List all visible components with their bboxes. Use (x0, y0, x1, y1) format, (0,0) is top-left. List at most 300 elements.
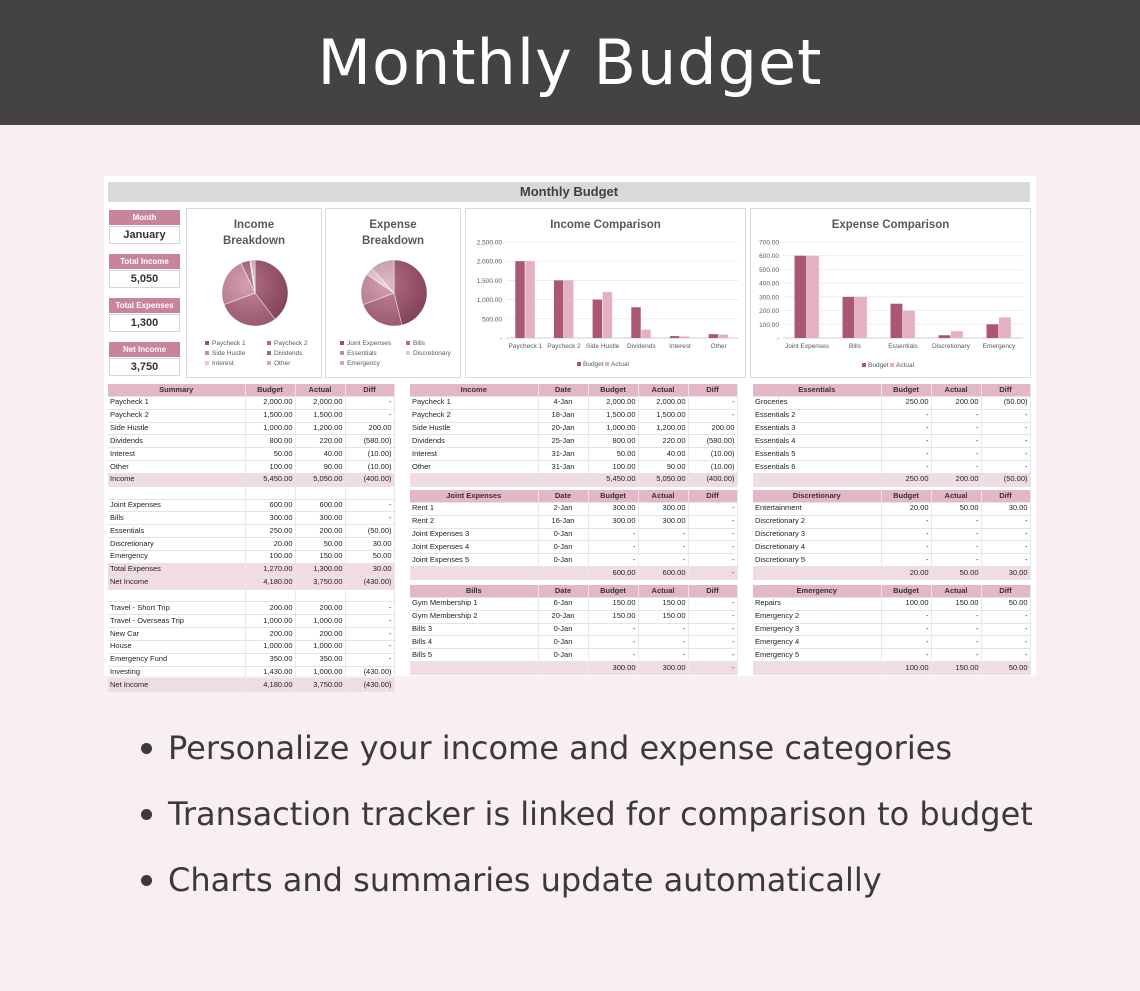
summary-cell[interactable]: Other (108, 461, 245, 474)
discretionary-cell[interactable]: Discretionary 3 (753, 528, 881, 541)
summary-cell[interactable]: 1,430.00 (245, 666, 295, 679)
kpi-total-expenses-label: Total Expenses (109, 298, 180, 313)
summary-cell[interactable]: 1,000.00 (245, 422, 295, 435)
emergency-total-cell: 100.00 (881, 662, 931, 675)
essentials-cell[interactable]: Essentials 5 (753, 448, 881, 461)
income-cell[interactable]: 100.00 (588, 461, 638, 474)
bills-cell[interactable]: Bills 4 (410, 636, 538, 649)
summary-cell[interactable]: Interest (108, 448, 245, 461)
income-cell[interactable]: 31-Jan (538, 448, 588, 461)
joint-cell[interactable]: 300.00 (588, 515, 638, 528)
summary-cell[interactable] (245, 486, 295, 499)
bills-cell[interactable]: Bills 5 (410, 649, 538, 662)
income-cell[interactable]: 25-Jan (538, 435, 588, 448)
bills-cell[interactable]: Gym Membership 2 (410, 610, 538, 623)
joint-cell[interactable]: - (688, 554, 737, 567)
summary-cell[interactable]: 4,180.00 (245, 679, 295, 692)
discretionary-cell[interactable]: - (981, 528, 1030, 541)
emergency-cell[interactable]: - (881, 636, 931, 649)
joint-cell[interactable]: Joint Expenses 5 (410, 554, 538, 567)
summary-cell[interactable]: Income (108, 473, 245, 486)
emergency-cell[interactable]: - (931, 610, 981, 623)
summary-cell[interactable]: Discretionary (108, 538, 245, 551)
essentials-cell[interactable]: - (881, 461, 931, 474)
expense-bar-bar-actual-essentials (903, 311, 915, 338)
essentials-cell[interactable]: Essentials 4 (753, 435, 881, 448)
kpi-month-value[interactable]: January (109, 226, 180, 244)
summary-cell[interactable]: 350.00 (295, 653, 345, 666)
essentials-cell[interactable]: Essentials 6 (753, 461, 881, 474)
summary-cell[interactable]: 200.00 (295, 602, 345, 615)
summary-cell[interactable]: - (345, 396, 394, 409)
summary-cell[interactable]: 300.00 (245, 512, 295, 525)
emergency-table (753, 585, 1031, 675)
summary-cell[interactable]: Joint Expenses (108, 499, 245, 512)
bills-cell[interactable]: - (688, 610, 737, 623)
summary-cell[interactable]: 1,500.00 (245, 409, 295, 422)
summary-cell[interactable]: (580.00) (345, 435, 394, 448)
summary-cell[interactable]: (400.00) (345, 473, 394, 486)
income-bar-bar-budget-dividends (631, 307, 640, 338)
legend-other: Other (267, 360, 329, 367)
essentials-row (753, 461, 1030, 474)
expense-bar-ytick-label: 700.00 (759, 239, 779, 247)
bills-cell[interactable]: - (688, 597, 737, 610)
summary-cell[interactable]: 50.00 (345, 550, 394, 563)
discretionary-total-cell: 30.00 (981, 567, 1030, 580)
summary-row (108, 422, 394, 435)
summary-cell[interactable]: 250.00 (245, 525, 295, 538)
income-bar-bar-budget-paycheck-2 (554, 280, 563, 338)
summary-row (108, 615, 394, 628)
joint-cell[interactable]: 0-Jan (538, 541, 588, 554)
discretionary-cell[interactable]: Entertainment (753, 502, 881, 515)
summary-cell[interactable]: House (108, 640, 245, 653)
emergency-cell[interactable]: - (931, 649, 981, 662)
summary-cell[interactable]: Net Income (108, 576, 245, 589)
summary-cell[interactable]: 100.00 (245, 550, 295, 563)
discretionary-cell[interactable]: - (881, 554, 931, 567)
joint-cell[interactable]: 300.00 (588, 502, 638, 515)
bills-cell[interactable]: 0-Jan (538, 623, 588, 636)
summary-cell[interactable]: 30.00 (345, 563, 394, 576)
discretionary-cell[interactable]: - (931, 528, 981, 541)
joint-cell[interactable]: - (638, 554, 688, 567)
summary-cell[interactable]: (10.00) (345, 461, 394, 474)
income-header-cell: Date (538, 384, 588, 396)
summary-cell[interactable]: (10.00) (345, 448, 394, 461)
summary-cell[interactable]: - (345, 615, 394, 628)
income-cell[interactable]: (10.00) (688, 461, 737, 474)
joint-cell[interactable]: - (688, 528, 737, 541)
summary-cell[interactable]: Travel - Overseas Trip (108, 615, 245, 628)
summary-cell[interactable]: Total Expenses (108, 563, 245, 576)
summary-header-cell: Actual (295, 384, 345, 396)
discretionary-total-row (753, 567, 1030, 580)
income-bar-ytick-label: 2,500.00 (476, 239, 502, 247)
bills-header-cell: Date (538, 585, 588, 597)
income-cell[interactable]: 2,000.00 (588, 396, 638, 409)
summary-cell[interactable]: 30.00 (345, 538, 394, 551)
summary-cell[interactable]: 5,050.00 (295, 473, 345, 486)
summary-cell[interactable] (108, 589, 245, 602)
bills-cell[interactable]: - (688, 623, 737, 636)
discretionary-cell[interactable]: - (881, 528, 931, 541)
summary-cell[interactable]: 3,750.00 (295, 576, 345, 589)
income-cell[interactable]: (10.00) (688, 448, 737, 461)
summary-row (108, 628, 394, 641)
summary-cell[interactable]: Net Income (108, 679, 245, 692)
income-bar-category-label: Interest (669, 343, 691, 350)
joint-cell[interactable]: 0-Jan (538, 528, 588, 541)
expense-bar-ytick-label: 200.00 (759, 308, 779, 316)
emergency-row (753, 597, 1030, 610)
summary-cell[interactable]: 220.00 (295, 435, 345, 448)
expense-bar-bar-budget-bills (843, 297, 855, 338)
income-bar-bar-budget-side-hustle (593, 300, 602, 338)
income-bar-category-label: Dividends (627, 343, 656, 350)
bills-cell[interactable]: 150.00 (588, 610, 638, 623)
summary-cell[interactable] (345, 486, 394, 499)
emergency-cell[interactable]: - (931, 636, 981, 649)
bills-cell[interactable]: 150.00 (638, 597, 688, 610)
summary-cell[interactable]: (50.00) (345, 525, 394, 538)
essentials-cell[interactable]: - (981, 461, 1030, 474)
emergency-cell[interactable]: - (931, 623, 981, 636)
expense-bar-ytick-label: - (776, 335, 779, 343)
summary-cell[interactable]: 1,300.00 (295, 563, 345, 576)
summary-cell[interactable]: 40.00 (295, 448, 345, 461)
income-total-row (410, 473, 737, 486)
summary-cell[interactable]: 350.00 (245, 653, 295, 666)
summary-cell[interactable]: - (345, 409, 394, 422)
summary-cell[interactable] (295, 486, 345, 499)
income-bar-legend-swatch (577, 362, 581, 366)
legend-discretionary: Discretionary (406, 350, 468, 357)
expense-comparison-panel (750, 208, 1031, 378)
summary-cell[interactable]: - (345, 640, 394, 653)
essentials-row (753, 409, 1030, 422)
joint-cell[interactable]: - (638, 528, 688, 541)
bills-cell[interactable]: Bills 3 (410, 623, 538, 636)
discretionary-cell[interactable]: Discretionary 5 (753, 554, 881, 567)
discretionary-cell[interactable]: - (931, 541, 981, 554)
summary-row (108, 448, 394, 461)
income-cell[interactable]: Other (410, 461, 538, 474)
income-cell[interactable]: 1,200.00 (638, 422, 688, 435)
income-cell[interactable]: 4-Jan (538, 396, 588, 409)
summary-cell[interactable]: - (345, 653, 394, 666)
summary-cell[interactable]: Essentials (108, 525, 245, 538)
essentials-total-cell: 250.00 (881, 473, 931, 486)
bills-cell[interactable]: - (638, 636, 688, 649)
summary-cell[interactable]: New Car (108, 628, 245, 641)
discretionary-cell[interactable]: - (881, 515, 931, 528)
summary-cell[interactable]: - (345, 512, 394, 525)
joint-cell[interactable]: Rent 2 (410, 515, 538, 528)
income-cell[interactable]: - (688, 409, 737, 422)
joint-cell[interactable]: - (688, 541, 737, 554)
emergency-cell[interactable]: - (881, 610, 931, 623)
joint-row (410, 502, 737, 515)
income-cell[interactable]: 220.00 (638, 435, 688, 448)
bills-cell[interactable]: 0-Jan (538, 636, 588, 649)
summary-cell[interactable]: - (345, 602, 394, 615)
discretionary-cell[interactable]: - (981, 541, 1030, 554)
summary-cell[interactable]: 150.00 (295, 550, 345, 563)
income-cell[interactable]: - (688, 396, 737, 409)
summary-cell[interactable]: 100.00 (245, 461, 295, 474)
kpi-total-expenses-value: 1,300 (109, 314, 180, 332)
discretionary-cell[interactable]: 30.00 (981, 502, 1030, 515)
essentials-cell[interactable]: - (981, 435, 1030, 448)
essentials-row (753, 448, 1030, 461)
bills-cell[interactable]: 150.00 (588, 597, 638, 610)
summary-cell[interactable]: 1,000.00 (295, 666, 345, 679)
expense-bar-category-label: Bills (849, 343, 861, 350)
discretionary-cell[interactable]: - (881, 541, 931, 554)
income-cell[interactable]: 50.00 (588, 448, 638, 461)
income-cell[interactable]: 40.00 (638, 448, 688, 461)
summary-cell[interactable]: (430.00) (345, 576, 394, 589)
emergency-cell[interactable]: - (981, 610, 1030, 623)
emergency-cell[interactable]: Emergency 5 (753, 649, 881, 662)
summary-cell[interactable] (108, 486, 245, 499)
bills-cell[interactable]: - (588, 636, 638, 649)
income-pie-chart (215, 253, 295, 333)
bills-cell[interactable]: - (588, 623, 638, 636)
bills-cell[interactable]: - (638, 649, 688, 662)
emergency-cell[interactable]: Emergency 2 (753, 610, 881, 623)
bills-cell[interactable]: - (688, 636, 737, 649)
emergency-cell[interactable]: - (881, 623, 931, 636)
expense-pie-shading (361, 260, 427, 326)
summary-cell[interactable]: 200.00 (295, 525, 345, 538)
income-cell[interactable]: 1,500.00 (638, 409, 688, 422)
essentials-total-row (753, 473, 1030, 486)
income-row (410, 461, 737, 474)
emergency-cell[interactable]: Repairs (753, 597, 881, 610)
expense-bar-bar-budget-essentials (891, 304, 903, 338)
joint-cell[interactable]: 300.00 (638, 502, 688, 515)
summary-cell[interactable]: 200.00 (245, 628, 295, 641)
summary-cell[interactable]: 300.00 (295, 512, 345, 525)
essentials-cell[interactable]: - (931, 422, 981, 435)
joint-cell[interactable]: Joint Expenses 4 (410, 541, 538, 554)
summary-cell[interactable]: 1,200.00 (295, 422, 345, 435)
summary-cell[interactable]: 1,000.00 (295, 615, 345, 628)
essentials-row (753, 422, 1030, 435)
essentials-cell[interactable]: - (931, 409, 981, 422)
income-cell[interactable]: Paycheck 2 (410, 409, 538, 422)
legend-side-hustle: Side Hustle (205, 350, 267, 357)
income-cell[interactable]: 800.00 (588, 435, 638, 448)
joint-total-cell: 600.00 (638, 567, 688, 580)
bills-cell[interactable]: 0-Jan (538, 649, 588, 662)
essentials-header-cell: Essentials (753, 384, 881, 396)
summary-cell[interactable]: 4,180.00 (245, 576, 295, 589)
joint-cell[interactable]: Rent 1 (410, 502, 538, 515)
income-cell[interactable]: 18-Jan (538, 409, 588, 422)
joint-cell[interactable]: 2-Jan (538, 502, 588, 515)
summary-cell[interactable]: Dividends (108, 435, 245, 448)
summary-cell[interactable]: (430.00) (345, 679, 394, 692)
summary-cell[interactable]: 800.00 (245, 435, 295, 448)
expense-bar-bar-actual-bills (855, 297, 867, 338)
income-cell[interactable]: Paycheck 1 (410, 396, 538, 409)
income-row (410, 409, 737, 422)
summary-cell[interactable]: 1,000.00 (245, 615, 295, 628)
joint-cell[interactable]: - (688, 502, 737, 515)
essentials-cell[interactable]: (50.00) (981, 396, 1030, 409)
expense-bar-bar-actual-joint-expenses (807, 256, 819, 338)
expense-bar-category-label: Essentials (888, 343, 918, 350)
summary-cell[interactable]: Travel - Short Trip (108, 602, 245, 615)
discretionary-cell[interactable]: - (981, 554, 1030, 567)
summary-cell[interactable]: 1,270.00 (245, 563, 295, 576)
bills-cell[interactable]: - (588, 649, 638, 662)
income-cell[interactable]: 20-Jan (538, 422, 588, 435)
essentials-cell[interactable]: - (881, 409, 931, 422)
discretionary-cell[interactable]: 20.00 (881, 502, 931, 515)
summary-cell[interactable]: 200.00 (295, 628, 345, 641)
joint-cell[interactable]: 0-Jan (538, 554, 588, 567)
essentials-cell[interactable]: Groceries (753, 396, 881, 409)
summary-row (108, 550, 394, 563)
summary-cell[interactable]: 600.00 (295, 499, 345, 512)
summary-cell[interactable] (345, 589, 394, 602)
sheet-title: Monthly Budget (108, 182, 1030, 202)
discretionary-cell[interactable]: Discretionary 2 (753, 515, 881, 528)
joint-cell[interactable]: 16-Jan (538, 515, 588, 528)
summary-cell[interactable]: - (345, 628, 394, 641)
summary-cell[interactable]: 90.00 (295, 461, 345, 474)
essentials-row (753, 435, 1030, 448)
income-cell[interactable]: 90.00 (638, 461, 688, 474)
income-cell[interactable]: Dividends (410, 435, 538, 448)
income-cell[interactable]: 1,000.00 (588, 422, 638, 435)
income-bar-category-label: Other (710, 343, 727, 350)
summary-cell[interactable]: 200.00 (345, 422, 394, 435)
emergency-cell[interactable]: Emergency 4 (753, 636, 881, 649)
summary-cell[interactable]: 2,000.00 (245, 396, 295, 409)
summary-cell[interactable]: Side Hustle (108, 422, 245, 435)
joint-cell[interactable]: - (638, 541, 688, 554)
emergency-cell[interactable]: - (981, 636, 1030, 649)
emergency-cell[interactable]: Emergency 3 (753, 623, 881, 636)
expense-pie-legend (340, 340, 468, 367)
essentials-cell[interactable]: - (881, 435, 931, 448)
essentials-cell[interactable]: - (981, 409, 1030, 422)
summary-cell[interactable]: 20.00 (245, 538, 295, 551)
summary-cell[interactable]: 50.00 (295, 538, 345, 551)
summary-cell[interactable]: - (345, 499, 394, 512)
income-cell[interactable]: 1,500.00 (588, 409, 638, 422)
income-cell[interactable]: 200.00 (688, 422, 737, 435)
income-header-cell: Actual (638, 384, 688, 396)
summary-cell[interactable]: 5,450.00 (245, 473, 295, 486)
bills-cell[interactable]: 150.00 (638, 610, 688, 623)
emergency-cell[interactable]: 150.00 (931, 597, 981, 610)
income-cell[interactable]: Side Hustle (410, 422, 538, 435)
summary-cell[interactable]: (430.00) (345, 666, 394, 679)
joint-cell[interactable]: Joint Expenses 3 (410, 528, 538, 541)
summary-cell[interactable]: 200.00 (245, 602, 295, 615)
summary-cell[interactable]: Emergency (108, 550, 245, 563)
emergency-total-cell (753, 662, 881, 675)
expense-bar-bar-budget-joint-expenses (795, 256, 807, 338)
discretionary-cell[interactable]: - (931, 515, 981, 528)
emergency-cell[interactable]: - (981, 649, 1030, 662)
summary-cell[interactable]: 3,750.00 (295, 679, 345, 692)
discretionary-cell[interactable]: Discretionary 4 (753, 541, 881, 554)
summary-cell[interactable]: 2,000.00 (295, 396, 345, 409)
summary-cell[interactable]: 600.00 (245, 499, 295, 512)
joint-cell[interactable]: - (688, 515, 737, 528)
essentials-cell[interactable]: - (931, 448, 981, 461)
emergency-cell[interactable]: 50.00 (981, 597, 1030, 610)
summary-cell[interactable]: Paycheck 2 (108, 409, 245, 422)
income-cell[interactable]: Interest (410, 448, 538, 461)
joint-cell[interactable]: - (588, 541, 638, 554)
summary-cell[interactable]: 1,000.00 (295, 640, 345, 653)
essentials-cell[interactable]: Essentials 2 (753, 409, 881, 422)
essentials-cell[interactable]: - (931, 435, 981, 448)
summary-cell[interactable]: Paycheck 1 (108, 396, 245, 409)
summary-cell[interactable] (245, 589, 295, 602)
income-comparison-panel (465, 208, 746, 378)
expense-bar-bar-actual-discretionary (951, 331, 963, 338)
feature-bullet-1 (137, 728, 1033, 794)
essentials-cell[interactable]: - (931, 461, 981, 474)
summary-cell[interactable]: 1,500.00 (295, 409, 345, 422)
joint-total-cell (538, 567, 588, 580)
bills-cell[interactable]: - (688, 649, 737, 662)
discretionary-cell[interactable]: 50.00 (931, 502, 981, 515)
summary-cell[interactable]: 50.00 (245, 448, 295, 461)
essentials-cell[interactable]: Essentials 3 (753, 422, 881, 435)
summary-cell[interactable]: Investing (108, 666, 245, 679)
summary-cell[interactable]: Emergency Fund (108, 653, 245, 666)
bills-cell[interactable]: 6-Jan (538, 597, 588, 610)
income-cell[interactable]: (580.00) (688, 435, 737, 448)
bills-cell[interactable]: - (638, 623, 688, 636)
joint-cell[interactable]: - (588, 554, 638, 567)
emergency-cell[interactable]: - (881, 649, 931, 662)
emergency-cell[interactable]: 100.00 (881, 597, 931, 610)
discretionary-cell[interactable]: - (931, 554, 981, 567)
discretionary-cell[interactable]: - (981, 515, 1030, 528)
summary-cell[interactable] (295, 589, 345, 602)
essentials-cell[interactable]: - (981, 448, 1030, 461)
income-cell[interactable]: 31-Jan (538, 461, 588, 474)
joint-cell[interactable]: - (588, 528, 638, 541)
essentials-cell[interactable]: - (981, 422, 1030, 435)
essentials-cell[interactable]: - (881, 422, 931, 435)
expense-bar-bar-budget-emergency (987, 324, 999, 338)
essentials-cell[interactable]: 200.00 (931, 396, 981, 409)
summary-cell[interactable]: 1,000.00 (245, 640, 295, 653)
income-cell[interactable]: 2,000.00 (638, 396, 688, 409)
summary-cell[interactable]: Bills (108, 512, 245, 525)
essentials-cell[interactable]: - (881, 448, 931, 461)
joint-row (410, 541, 737, 554)
essentials-cell[interactable]: 250.00 (881, 396, 931, 409)
bills-cell[interactable]: 20-Jan (538, 610, 588, 623)
emergency-cell[interactable]: - (981, 623, 1030, 636)
bills-cell[interactable]: Gym Membership 1 (410, 597, 538, 610)
joint-cell[interactable]: 300.00 (638, 515, 688, 528)
